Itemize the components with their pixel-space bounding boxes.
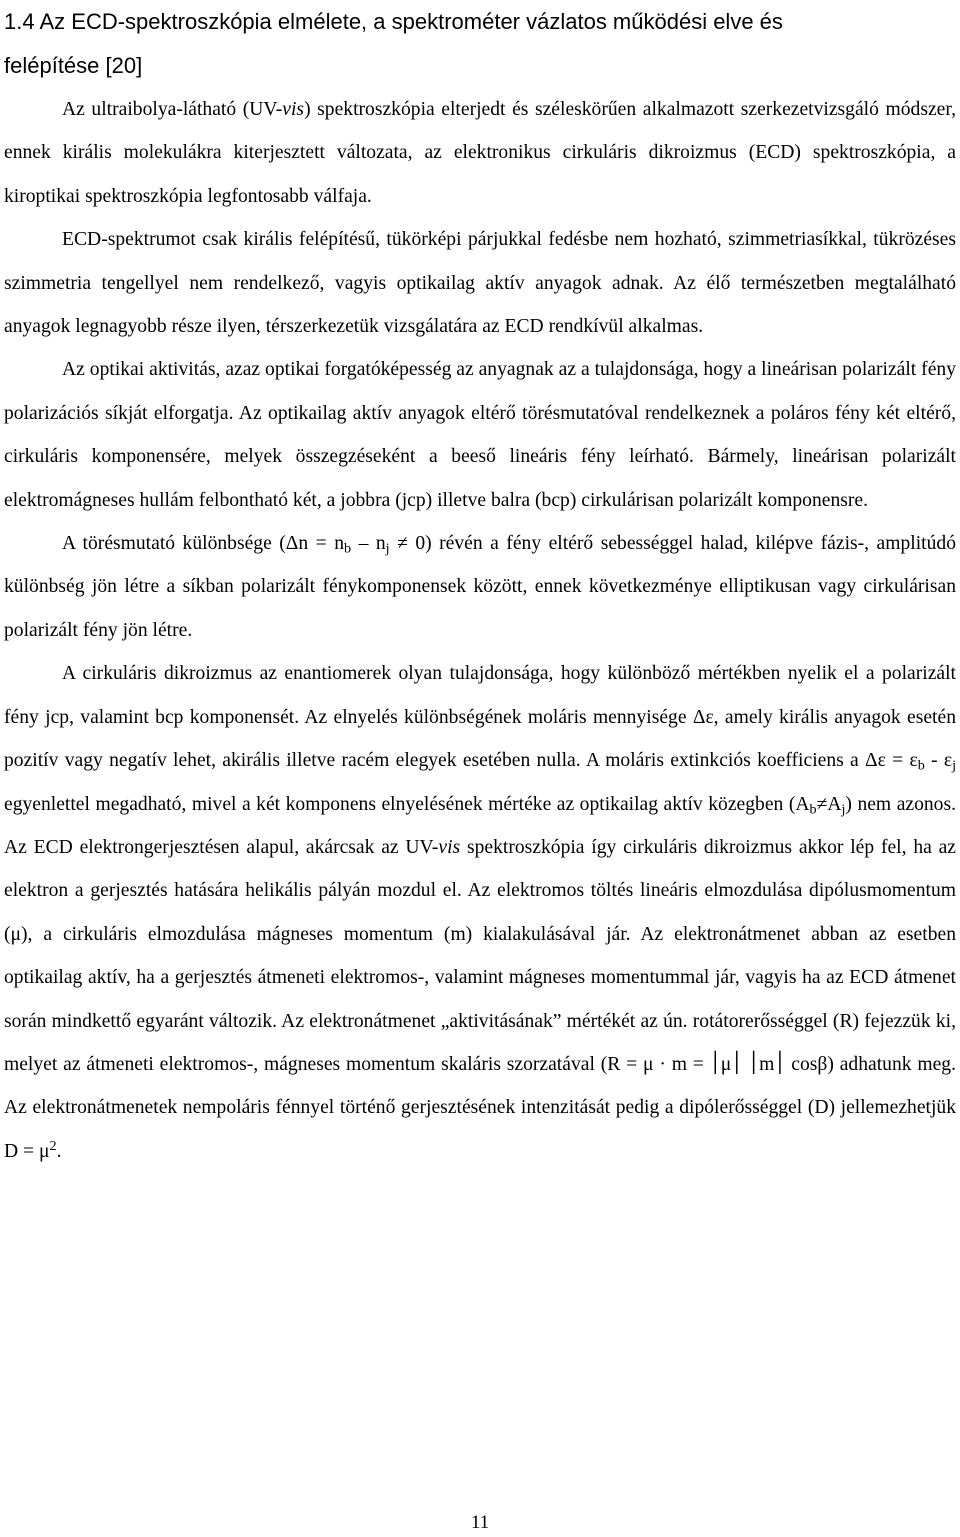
paragraph-uv-vis-intro [4,88,956,218]
text-run: A törésmutató különbsége (Δn = n [62,533,345,555]
subscript: j [952,757,956,774]
text-run: ECD-spektrumot csak királis felépítésű, tükörképi párjukkal fedésbe nem hozható, szimmetriasíkkal, tükrözéses szimmetria tengellyel nem rendelkező, vagyis optikailag aktív anyagok adnak. Az élő természetben megtalálható anyagok legnagyobb része ilyen, térszerkezetük vizsgálatára az ECD rendkívül alkalmas. [4,229,956,338]
paragraph-optical-activity [4,348,956,522]
subscript: b [344,540,352,557]
superscript: 2 [49,1137,57,1154]
italic-run: vis [282,99,305,120]
text-run: – n [351,533,386,555]
document-page [4,0,956,1173]
subscript: j [841,801,846,818]
text-run: . [56,1140,62,1162]
text-run: ≠ 0) révén a fény eltérő sebességgel halad, kilépve fázis-, amplitúdó különbség jön létre a síkban polarizált fénykomponensek között, ennek következménye elliptikusan vagy cirkulárisan polarizált fény jön létre. [4,533,957,641]
paragraph-refractive-index [4,522,956,652]
text-run: Az ultraibolya-látható (UV- [62,99,283,120]
subscript: j [385,540,390,557]
section-heading [4,0,956,88]
italic-run: vis [438,836,461,858]
text-run: ) spektroszkópia elterjedt és széleskörűen alkalmazott szerkezetvizsgáló módszer, ennek királis molekulákra kiterjesztett változata, az elektronikus cirkuláris dikroizmus (ECD) spektroszkópia, a kiroptikai spektroszkópia legfontosabb válfaja. [4,99,956,207]
section-heading-line-1: 1.4 Az ECD-spektroszkópia elmélete, a spektrométer vázlatos működési elve és [4,9,783,34]
text-run: Az optikai aktivitás, azaz optikai forgatóképesség az anyagnak az a tulajdonsága, hogy a lineárisan polarizált fény polarizációs síkját elforgatja. Az optikailag aktív anyagok eltérő törésmutatóval rendelkeznek a poláros fény két eltérő, cirkuláris komponensére, melyek összegzéseként a beeső lineáris fény leírható. Bármely, lineárisan polarizált elektromágneses hullám felbontható két, a jobbra (jcp) illetve balra (bcp) cirkulárisan polarizált komponensre. [4,359,956,511]
text-run: ≠A [816,793,842,815]
text-run: egyenlettel megadható, mivel a két komponens elnyelésének mértéke az optikailag aktív közegben (A [4,793,810,815]
paragraph-ecd-spectrum [4,218,956,348]
subscript: b [917,757,925,774]
section-heading-line-2: felépítése [20] [4,53,143,78]
text-run: spektroszkópia így cirkuláris dikroizmus akkor lép fel, ha az elektron a gerjesztés hatására helikális pályán mozdul el. Az elektromos töltés lineáris elmozdulása dipólusmomentum (μ), a cirkuláris elmozdulása mágneses momentum (m) kialakulásával jár. Az elektronátmenet abban az esetben optikailag aktív, ha a gerjesztés átmeneti elektromos-, valamint mágneses momentummal jár, vagyis ha az ECD átmenet során mindkettő egyaránt változik. Az elektronátmenet „aktivitásának” mértékét az ún. rotátorerősséggel (R) fejezzük ki, melyet az átmeneti elektromos-, mágneses momentum skaláris szorzatával (R = μ · m = ׀μ׀ ׀m׀ cosβ) adhatunk meg. Az elektronátmenetek nempoláris fénnyel történő gerjesztésének intenzitását pedig a dipólerősséggel (D) jellemezhetjük D = μ [4,836,957,1162]
paragraph-circular-dichroism [4,652,956,1173]
subscript: b [809,801,817,818]
page-number: 11 [470,1512,490,1533]
text-run: - ε [924,750,953,772]
text-run: A cirkuláris dikroizmus az enantiomerek olyan tulajdonsága, hogy különböző mértékben nyelik el a polarizált fény jcp, valamint bcp komponensét. Az elnyelés különbségének moláris mennyisége Δε, amely királis anyagok esetén pozitív vagy negatív lehet, akirális illetve racém elegyek esetében nulla. A moláris extinkciós koefficiens a Δε = ε [4,663,956,772]
text-run: ) nem azonos. Az ECD elektrongerjesztésen alapul, akárcsak az UV- [4,793,956,858]
